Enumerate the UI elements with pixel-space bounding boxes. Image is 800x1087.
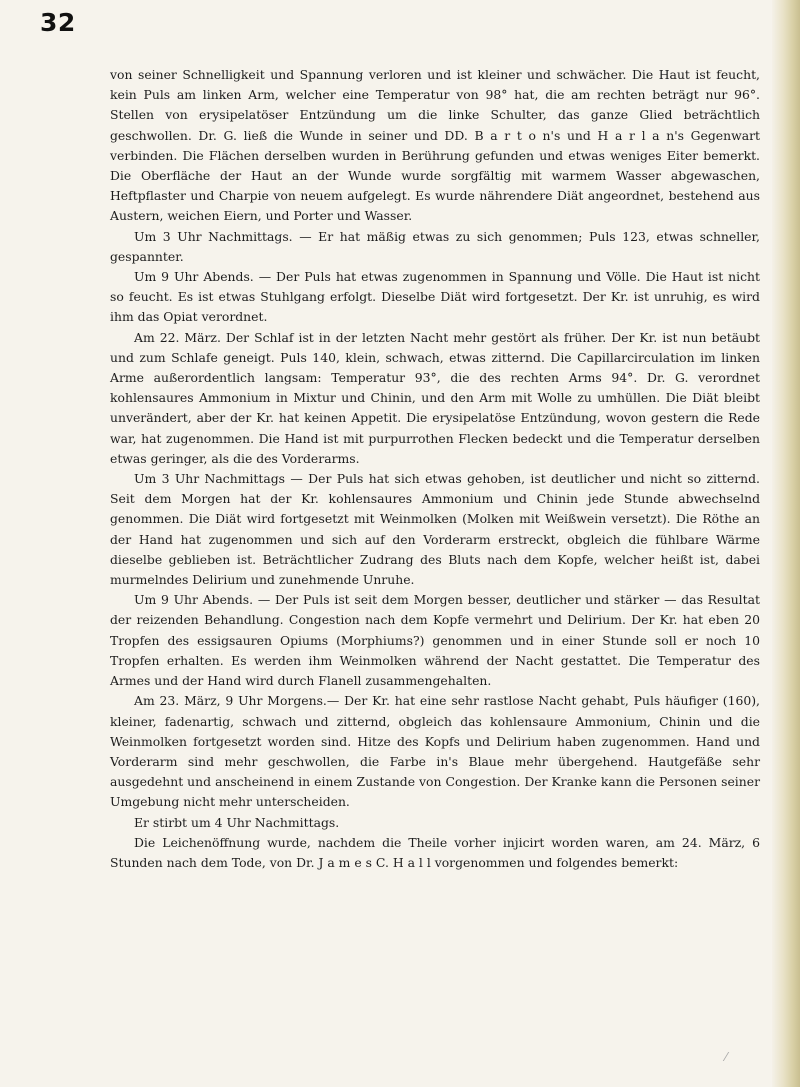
paragraph: Am 22. März. Der Schlaf ist in der letzten Nacht mehr gestört als früher. Der Kr. ist nun betäubt und zum Schlafe geneigt. Puls 140, klein, schwach, etwas zitternd. Die Capillarcirculation im linken Arme außerordentlich langsam: Temperatur 93°, die des rechten Arms 94°. Dr. G. verordnet kohlensaures Ammonium in Mixtur und Chinin, und den Arm mit Wolle zu umhüllen. Die Diät bleibt unverändert, aber der Kr. hat keinen Appetit. Die erysipelatöse Entzündung, wovon gestern die Rede war, hat zugenommen. Die Hand ist mit purpurrothen Flecken bedeckt und die Temperatur derselben etwas geringer, als die des Vorderarms. (110, 329, 760, 466)
stray-mark: ⁄ (725, 1050, 728, 1064)
paragraph: Am 23. März, 9 Uhr Morgens.— Der Kr. hat eine sehr rastlose Nacht gehabt, Puls häufiger (160), kleiner, fadenartig, schwach und zitternd, obgleich das kohlensaure Ammonium, Chinin und die Weinmolken fortgesetzt worden sind. Hitze des Kopfs und Delirium haben zugenommen. Hand und Vorderarm sind mehr geschwollen, die Farbe in's Blaue mehr übergehend. Hautgefäße sehr ausgedehnt und anscheinend in einem Zustande von Congestion. Der Kranke kann die Personen seiner Umgebung nicht mehr unterscheiden. (110, 693, 760, 810)
page-edge-shadow (772, 0, 800, 1087)
body-text (110, 65, 760, 873)
paragraph: von seiner Schnelligkeit und Spannung verloren und ist kleiner und schwächer. Die Haut ist feucht, kein Puls am linken Arm, welcher eine Temperatur von 98° hat, die am rechten beträgt nur 96°. Stellen von erysipelatöser Entzündung um die linke Schulter, das ganze Glied beträchtlich geschwollen. Dr. G. ließ die Wunde in seiner und DD. B a r t o n's und H a r l a n's Gegenwart verbinden. Die Flächen derselben wurden in Berührung gefunden und etwas weniges Eiter bemerkt. Die Oberfläche der Haut an der Wunde wurde sorgfältig mit warmem Wasser abgewaschen, Heftpflaster und Charpie von neuem aufgelegt. Es wurde nährendere Diät angeordnet, bestehend aus Austern, weichen Eiern, und Porter und Wasser. (110, 67, 760, 224)
paragraph: Um 9 Uhr Abends. — Der Puls ist seit dem Morgen besser, deutlicher und stärker — das Resultat der reizenden Behandlung. Congestion nach dem Kopfe vermehrt und Delirium. Der Kr. hat eben 20 Tropfen des essigsauren Opiums (Morphiums?) genommen und in einer Stunde soll er noch 10 Tropfen erhalten. Es werden ihm Weinmolken während der Nacht gestattet. Die Temperatur des Armes und der Hand wird durch Flanell zusammengehalten. (110, 592, 760, 689)
paragraph: Die Leichenöffnung wurde, nachdem die Theile vorher injicirt worden waren, am 24. März, 6 Stunden nach dem Tode, von Dr. J a m e s C. H a l l vorgenommen und folgendes bemerkt: (110, 834, 760, 870)
page-number: 32 (40, 8, 76, 37)
paragraph: Um 3 Uhr Nachmittags. — Er hat mäßig etwas zu sich genommen; Puls 123, etwas schneller, gespannter. (110, 228, 760, 264)
paragraph: Um 9 Uhr Abends. — Der Puls hat etwas zugenommen in Spannung und Völle. Die Haut ist nicht so feucht. Es ist etwas Stuhlgang erfolgt. Dieselbe Diät wird fortgesetzt. Der Kr. ist unruhig, es wird ihm das Opiat verordnet. (110, 269, 760, 325)
paragraph: Er stirbt um 4 Uhr Nachmittags. (134, 814, 340, 830)
paragraph: Um 3 Uhr Nachmittags — Der Puls hat sich etwas gehoben, ist deutlicher und nicht so zitternd. Seit dem Morgen hat der Kr. kohlensaures Ammonium und Chinin jede Stunde abwechselnd genommen. Die Diät wird fortgesetzt mit Weinmolken (Molken mit Weißwein versetzt). Die Röthe an der Hand hat zugenommen und sich auf den Vorderarm erstreckt, obgleich die fühlbare Wärme dieselbe geblieben ist. Beträchtlicher Zudrang des Bluts nach dem Kopfe, welcher heißt ist, dabei murmelndes Delirium und zunehmende Unruhe. (110, 471, 760, 588)
